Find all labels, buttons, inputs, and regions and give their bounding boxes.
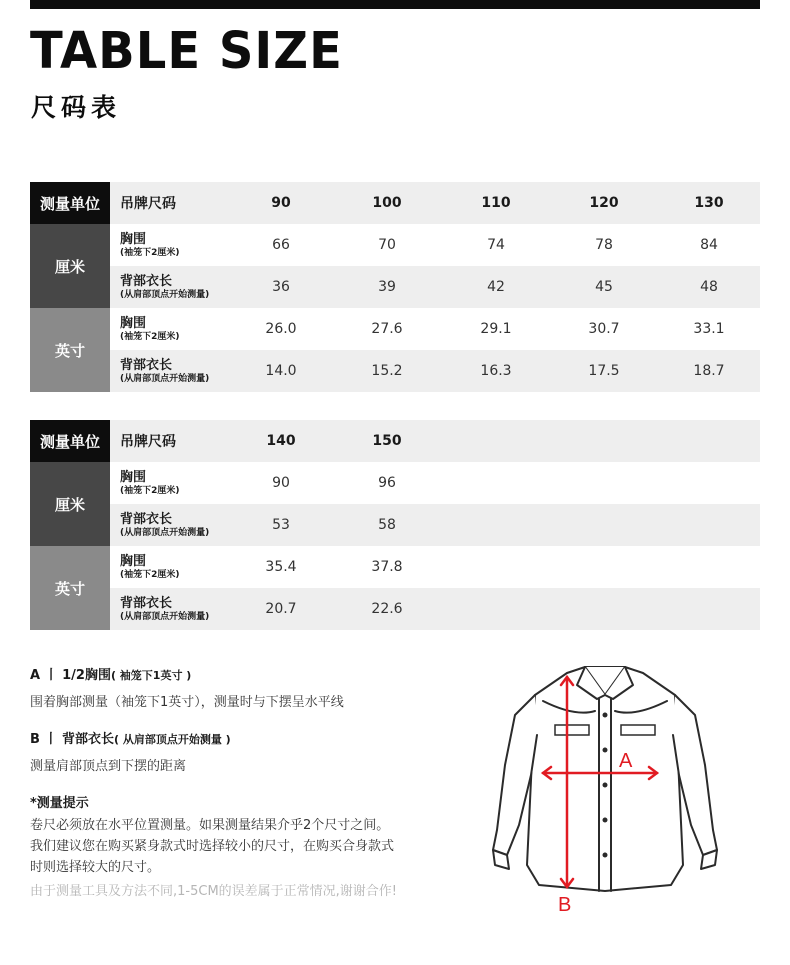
table-cell: 45	[550, 266, 658, 308]
length-sub: (从肩部顶点开始测量)	[120, 527, 210, 538]
note-b-text: 测量肩部顶点到下摆的距离	[30, 759, 187, 774]
chest-label: 胸围	[120, 553, 147, 569]
table-cell: 26.0	[230, 308, 332, 350]
top-bar	[30, 0, 760, 9]
tips-body	[30, 815, 480, 878]
table-cell: 84	[658, 224, 760, 266]
length-label: 背部衣长	[120, 595, 173, 611]
note-a-text: 围着胸部测量（袖笼下1英寸），测量时与下摆呈水平线	[30, 695, 344, 710]
table-cell: 39	[332, 266, 442, 308]
table-row	[30, 224, 760, 266]
table-cell: 42	[442, 266, 550, 308]
size-header: 140	[230, 420, 332, 462]
chest-sub: (袖笼下2厘米)	[120, 331, 180, 342]
note-a-title	[30, 664, 480, 683]
table-row	[30, 546, 760, 588]
table-row	[30, 462, 760, 504]
label-b: B	[558, 894, 572, 915]
size-header: 100	[332, 182, 442, 224]
page-title: TABLE SIZE	[30, 22, 343, 81]
table-cell: 96	[332, 462, 442, 504]
table-row	[30, 308, 760, 350]
tips-line: 我们建议您在购买紧身款式时选择较小的尺寸，在购买合身款式	[30, 839, 395, 854]
size-label: 吊牌尺码	[120, 434, 176, 450]
chest-sub: (袖笼下2厘米)	[120, 569, 180, 580]
unit-cm: 厘米	[30, 462, 110, 546]
table-cell: 90	[230, 462, 332, 504]
measurement-notes	[30, 664, 480, 899]
chest-sub: (袖笼下2厘米)	[120, 485, 180, 496]
length-label: 背部衣长	[120, 273, 173, 289]
note-a-sub: ( 袖笼下1英寸 )	[110, 669, 192, 682]
table-cell: 16.3	[442, 350, 550, 392]
size-header: 120	[550, 182, 658, 224]
unit-inch: 英寸	[30, 308, 110, 392]
table-cell: 66	[230, 224, 332, 266]
table-cell: 22.6	[332, 588, 442, 630]
table-header-row	[30, 182, 760, 224]
note-b-title-text: B 丨 背部衣长	[30, 732, 114, 747]
tips-line: 时则选择较大的尺寸。	[30, 860, 161, 875]
unit-inch: 英寸	[30, 546, 110, 630]
table-cell: 58	[332, 504, 442, 546]
table-row	[30, 588, 760, 630]
size-header: 90	[230, 182, 332, 224]
unit-header: 测量单位	[30, 420, 110, 462]
table-row	[30, 266, 760, 308]
size-table-1	[30, 182, 760, 392]
size-header: 130	[658, 182, 760, 224]
shirt-diagram	[485, 655, 725, 915]
table-cell: 18.7	[658, 350, 760, 392]
length-sub: (从肩部顶点开始测量)	[120, 373, 210, 384]
unit-cm: 厘米	[30, 224, 110, 308]
table-cell: 53	[230, 504, 332, 546]
tips-title: *测量提示	[30, 796, 89, 811]
table-cell: 48	[658, 266, 760, 308]
size-header: 110	[442, 182, 550, 224]
size-table-2	[30, 420, 760, 630]
note-b-sub: ( 从肩部顶点开始测量 )	[113, 733, 231, 746]
table-cell: 35.4	[230, 546, 332, 588]
tips-disclaimer: 由于测量工具及方法不同,1-5CM的误差属于正常情况,谢谢合作!	[30, 884, 398, 899]
length-label: 背部衣长	[120, 357, 173, 373]
table-cell: 15.2	[332, 350, 442, 392]
table-row	[30, 504, 760, 546]
table-cell: 30.7	[550, 308, 658, 350]
table-cell: 20.7	[230, 588, 332, 630]
length-sub: (从肩部顶点开始测量)	[120, 611, 210, 622]
table-cell: 17.5	[550, 350, 658, 392]
size-label: 吊牌尺码	[120, 196, 176, 212]
chest-label: 胸围	[120, 231, 147, 247]
note-a-title-text: A 丨 1/2胸围	[30, 668, 111, 683]
tips-line: 卷尺必须放在水平位置测量。如果测量结果介乎2个尺寸之间。	[30, 818, 390, 833]
table-cell: 37.8	[332, 546, 442, 588]
label-a: A	[619, 750, 633, 772]
table-cell: 36	[230, 266, 332, 308]
note-b-title	[30, 728, 480, 747]
size-header: 150	[332, 420, 442, 462]
chest-label: 胸围	[120, 315, 147, 331]
table-cell: 74	[442, 224, 550, 266]
table-cell: 33.1	[658, 308, 760, 350]
chest-label: 胸围	[120, 469, 147, 485]
chest-sub: (袖笼下2厘米)	[120, 247, 180, 258]
length-sub: (从肩部顶点开始测量)	[120, 289, 210, 300]
page-subtitle: 尺码表	[31, 93, 122, 122]
table-row	[30, 350, 760, 392]
table-cell: 27.6	[332, 308, 442, 350]
table-cell: 70	[332, 224, 442, 266]
unit-header: 测量单位	[30, 182, 110, 224]
length-label: 背部衣长	[120, 511, 173, 527]
table-cell: 14.0	[230, 350, 332, 392]
table-cell: 29.1	[442, 308, 550, 350]
table-cell: 78	[550, 224, 658, 266]
table-header-row	[30, 420, 760, 462]
